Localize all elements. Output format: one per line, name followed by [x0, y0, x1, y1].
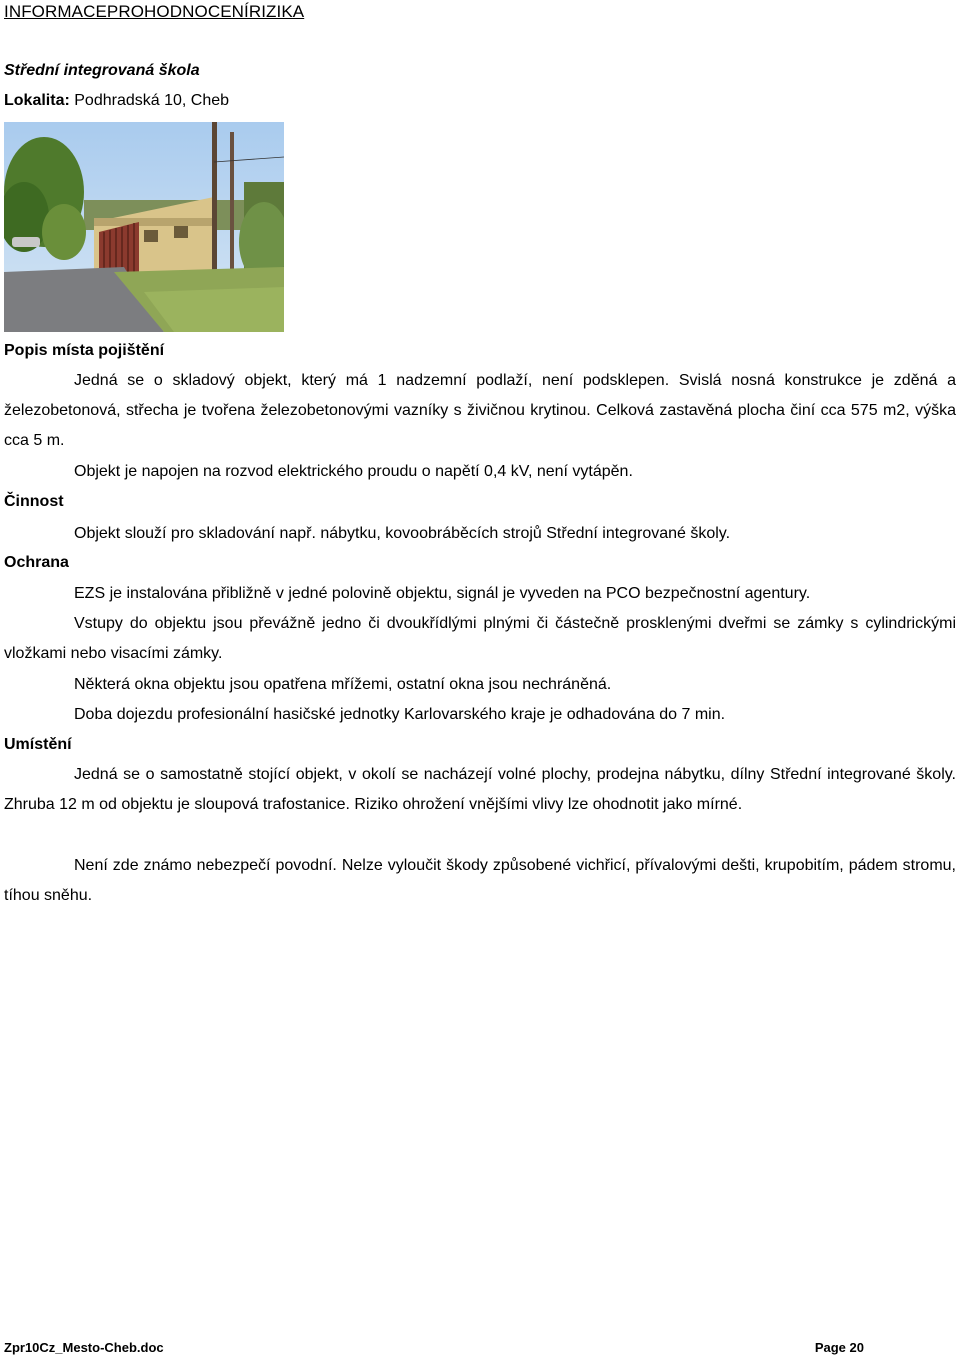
line-ochrana-hasici: Doba dojezdu profesionální hasičské jednotky Karlovarského kraje je odhadována do 7 min. [74, 706, 726, 723]
heading-popis: Popis místa pojištění [4, 342, 165, 359]
building-photo [4, 122, 284, 332]
paragraph-ochrana-vstupy: Vstupy do objektu jsou převážně jedno či dvoukřídlými plnými či částečně prosklenými dveřmi se zámky s cylindrickými vložkami nebo visacími zámky. [4, 615, 956, 662]
location-label: Lokalita: [4, 92, 70, 109]
heading-umisteni: Umístění [4, 736, 72, 753]
location-value: Podhradská 10, Cheb [69, 92, 230, 109]
location-line [4, 92, 229, 110]
footer-filename: Zpr10Cz_Mesto-Cheb.doc [4, 1340, 164, 1355]
line-ochrana-okna: Některá okna objektu jsou opatřena mřížemi, ostatní okna jsou nechráněná. [74, 676, 612, 693]
paragraph-umisteni-povodne: Není zde známo nebezpečí povodní. Nelze vyloučit škody způsobené vichřicí, přívalovými dešti, krupobitím, pádem stromu, tíhou sněhu. [4, 857, 956, 904]
footer-page-number: Page 20 [814, 1340, 864, 1355]
line-popis-electric: Objekt je napojen na rozvod elektrického proudu o napětí 0,4 kV, není vytápěn. [74, 463, 633, 480]
line-cinnost: Objekt slouží pro skladování např. nábytku, kovoobráběcích strojů Střední integrované školy. [74, 525, 731, 542]
school-name: Střední integrovaná škola [4, 62, 200, 79]
paragraph-popis: Jedná se o skladový objekt, který má 1 nadzemní podlaží, není podsklepen. Svislá nosná konstrukce je zděná a železobetonová, střecha je tvořena železobetonovými vazníky s živičnou krytinou. Celková zastavěná plocha činí cca 575 m2, výška cca 5 m. [4, 372, 956, 449]
paragraph-umisteni-okoli: Jedná se o samostatně stojící objekt, v okolí se nacházejí volné plochy, prodejna nábytku, dílny Střední integrované školy. Zhruba 12 m od objektu je sloupová trafostanice. Riziko ohrožení vnějšími vlivy lze ohodnotit jako mírné. [4, 766, 956, 813]
document-title: INFORMACEPROHODNOCENÍRIZIKA [4, 2, 305, 21]
line-ochrana-ezs: EZS je instalována přibližně v jedné polovině objektu, signál je vyveden na PCO bezpečnostní agentury. [74, 585, 811, 602]
heading-cinnost: Činnost [4, 493, 64, 510]
heading-ochrana: Ochrana [4, 554, 69, 571]
